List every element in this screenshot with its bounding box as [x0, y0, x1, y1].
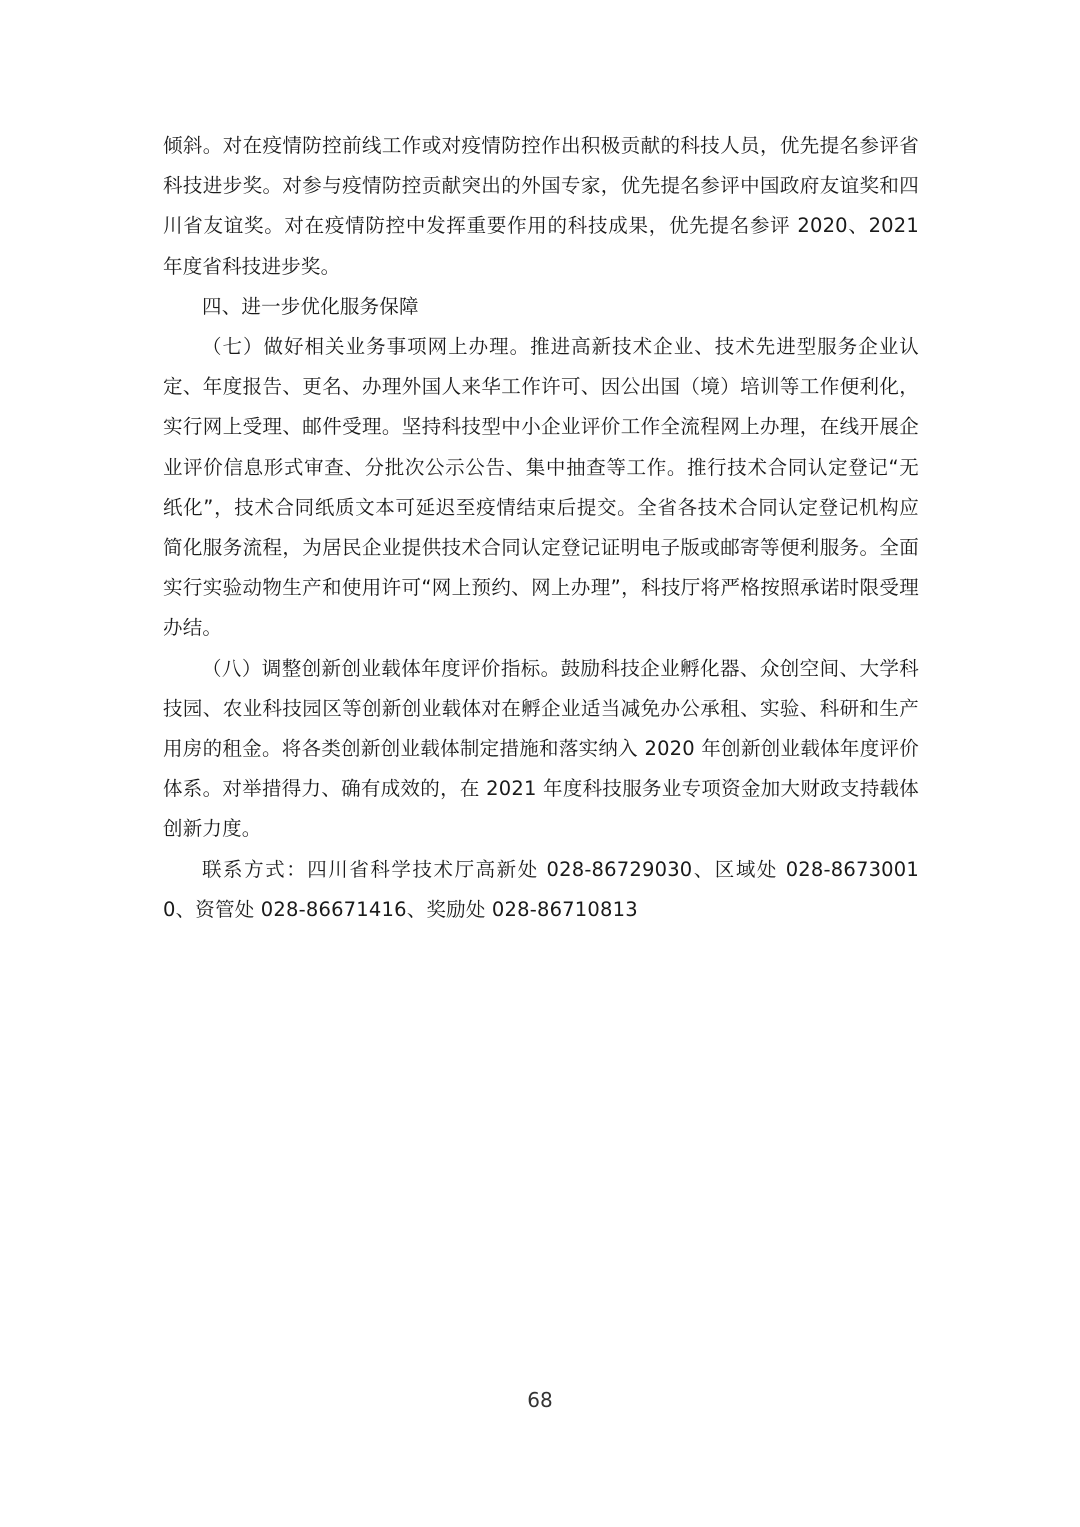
section-heading-service-guarantee: 四、进一步优化服务保障 [202, 294, 419, 318]
paragraph-contact-info: 联系方式：四川省科学技术厅高新处 028-86729030、区域处 028-86730010、资管处 028-86671416、奖励处 028-86710813 [163, 857, 919, 921]
document-body [163, 126, 919, 930]
paragraph-awards-continuation: 倾斜。对在疫情防控前线工作或对疫情防控作出积极贡献的科技人员，优先提名参评省科技进步奖。对参与疫情防控贡献突出的外国专家，优先提名参评中国政府友谊奖和四川省友谊奖。对在疫情防控中发挥重要作用的科技成果，优先提名参评 2020、2021 年度省科技进步奖。 [163, 134, 919, 278]
page-number: 68 [527, 1388, 553, 1412]
paragraph-incubator-evaluation: （八）调整创新创业载体年度评价指标。鼓励科技企业孵化器、众创空间、大学科技园、农业科技园区等创新创业载体对在孵企业适当减免办公承租、实验、科研和生产用房的租金。将各类创新创业载体制定措施和落实纳入 2020 年创新创业载体年度评价体系。对举措得力、确有成效的，在 2021 年度科技服务业专项资金加大财政支持载体创新力度。 [163, 656, 919, 841]
paragraph-online-processing: （七）做好相关业务事项网上办理。推进高新技术企业、技术先进型服务企业认定、年度报告、更名、办理外国人来华工作许可、因公出国（境）培训等工作便利化，实行网上受理、邮件受理。坚持科技型中小企业评价工作全流程网上办理，在线开展企业评价信息形式审查、分批次公示公告、集中抽查等工作。推行技术合同认定登记“无纸化”，技术合同纸质文本可延迟至疫情结束后提交。全省各技术合同认定登记机构应简化服务流程，为居民企业提供技术合同认定登记证明电子版或邮寄等便利服务。全面实行实验动物生产和使用许可“网上预约、网上办理”，科技厅将严格按照承诺时限受理办结。 [163, 335, 919, 640]
